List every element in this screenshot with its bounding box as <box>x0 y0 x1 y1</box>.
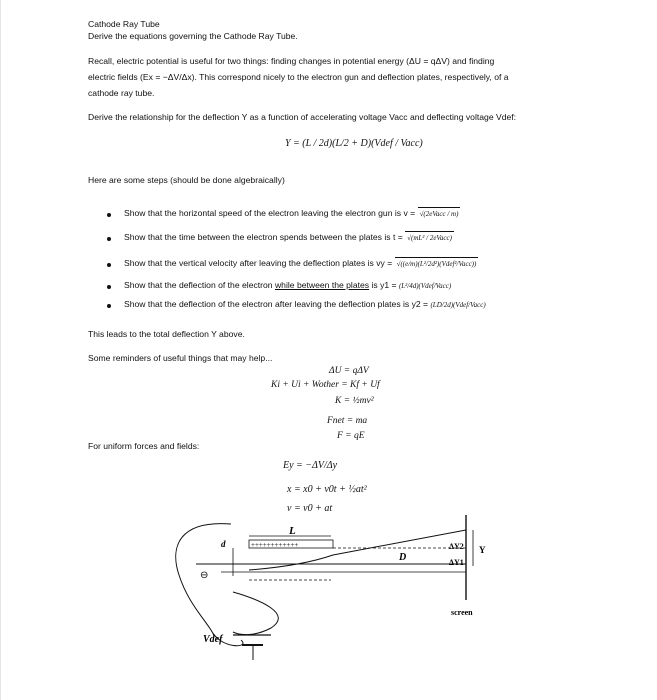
step-1-formula: √(2eVacc / m) <box>418 207 461 220</box>
intro-line-1: Recall, electric potential is useful for two things: finding changes in potential energy (ΔU = qΔV) and finding <box>88 56 495 66</box>
uniform-eq-2: x = x0 + v0t + ½at² <box>287 484 367 495</box>
intro-line-2: electric fields (Ex = −ΔV/Δx). This correspond nicely to the electron gun and deflection plates, respectively, of a <box>88 72 509 82</box>
step-4-text-underlined: while between the plates <box>274 280 370 290</box>
step-3-text: Show that the vertical velocity after leaving the deflection plates is vy = <box>124 258 393 268</box>
reminder-2: Ki + Ui + Wother = Kf + Uf <box>271 380 380 390</box>
reminder-3: K = ½mv² <box>335 396 374 406</box>
crt-diagram <box>1 0 657 700</box>
electron-symbol: ⊖ <box>200 570 209 581</box>
reminder-5: F = qE <box>337 431 365 441</box>
step-4-text-pre: Show that the deflection of the electron <box>124 280 275 290</box>
step-1-text: Show that the horizontal speed of the electron leaving the electron gun is v = <box>124 208 416 218</box>
leads-to-text: This leads to the total deflection Y above. <box>88 329 245 339</box>
step-5-formula: (LD/2d)(Vdef/Vacc) <box>430 301 486 309</box>
reminder-4: Fnet = ma <box>327 416 368 426</box>
main-equation: Y = (L / 2d)(L/2 + D)(Vdef / Vacc) <box>285 138 423 149</box>
label-dY2: ΔY2 <box>449 542 464 551</box>
reminder-1: ΔU = qΔV <box>329 366 369 376</box>
label-dY1: ΔY1 <box>449 558 464 567</box>
step-2-formula: √(mL² / 2eVacc) <box>405 231 454 244</box>
label-L: L <box>289 525 296 537</box>
step-2-text: Show that the time between the electron spends between the plates is t = <box>124 232 403 242</box>
step-4-formula: (L²/4d)(Vdef/Vacc) <box>398 282 452 290</box>
label-screen: screen <box>451 608 473 617</box>
wire-loop-right <box>233 592 278 635</box>
uniform-eq-1: Ey = −ΔV/Δy <box>283 460 338 471</box>
task-statement: Derive the relationship for the deflection Y as a function of accelerating voltage Vacc and deflecting voltage Vdef: <box>88 112 517 122</box>
label-Y: Y <box>479 545 486 555</box>
steps-intro: Here are some steps (should be done algebraically) <box>88 175 285 185</box>
step-5-text: Show that the deflection of the electron after leaving the deflection plates is y2 = <box>124 299 429 309</box>
plate-charges: ++++++++++++ <box>251 541 299 549</box>
label-vdef: Vdef <box>203 634 223 645</box>
wire-loop-left <box>176 524 243 646</box>
uniform-eq-3: v = v0 + at <box>287 503 333 514</box>
doc-title: Cathode Ray Tube <box>88 19 160 29</box>
label-d: d <box>221 539 226 549</box>
reminders-intro: Some reminders of useful things that may help... <box>88 353 273 363</box>
step-4-text-post: is y1 = <box>369 280 397 290</box>
uniform-label: For uniform forces and fields: <box>88 441 200 451</box>
intro-line-3: cathode ray tube. <box>88 88 155 98</box>
label-D: D <box>399 552 407 563</box>
doc-subtitle: Derive the equations governing the Cathode Ray Tube. <box>88 31 298 41</box>
step-3-formula: √((e/m)(L²/2d²)(Vdef²/Vacc)) <box>395 257 479 270</box>
